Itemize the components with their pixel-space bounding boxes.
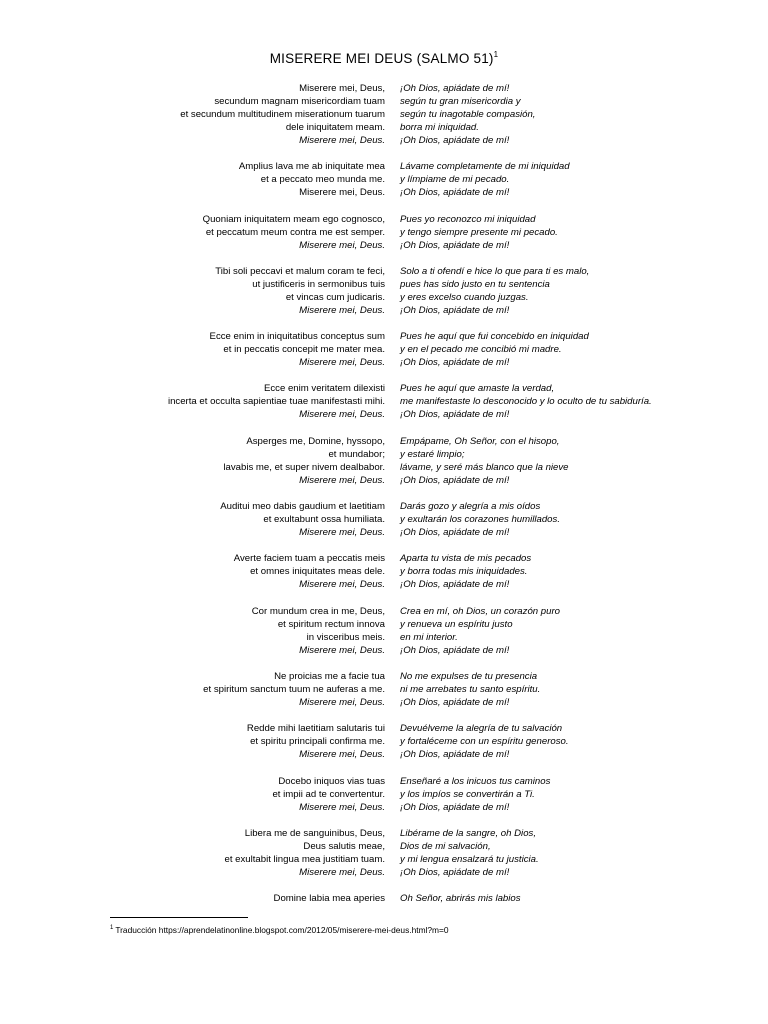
stanza [0,500,768,539]
latin-verse [0,265,385,317]
spanish-line: ¡Oh Dios, apiádate de mí! [400,801,510,813]
latin-line: Miserere mei, Deus. [299,409,385,421]
spanish-translation [400,265,760,317]
spanish-translation [400,382,760,421]
latin-line: Miserere mei, Deus. [299,239,385,251]
latin-line: Miserere mei, Deus. [299,749,385,761]
spanish-translation [400,330,760,369]
spanish-line: según tu gran misericordia y [400,96,521,107]
latin-line: et peccatum meum contra me est semper. [205,226,385,238]
stanza [0,552,768,591]
latin-line: Miserere mei, Deus. [299,357,385,369]
latin-verse [0,892,385,905]
spanish-line: pues has sido justo en tu sentencia [400,278,550,290]
spanish-line: ¡Oh Dios, apiádate de mí! [400,357,510,369]
latin-line: et in peccatis concepit me mater mea. [223,344,385,356]
latin-line: Ecce enim veritatem dilexisti [263,383,385,395]
latin-line: dele iniquitatem meam. [285,122,385,133]
latin-line: et spiritum rectum innova [277,618,385,630]
latin-line: et omnes iniquitates meas dele. [250,566,385,578]
spanish-line: y renueva un espíritu justo [400,618,513,630]
spanish-line: ¡Oh Dios, apiádate de mí! [400,187,510,199]
spanish-line: y los impíos se convertirán a Ti. [400,788,535,800]
spanish-line: Enseñaré a los inicuos tus caminos [400,775,551,787]
spanish-line: Darás gozo y alegría a mis oídos [400,501,541,513]
latin-line: Miserere mei, Deus. [299,527,385,539]
spanish-line: ¡Oh Dios, apiádate de mí! [400,644,510,656]
latin-verse [0,605,385,657]
stanza [0,82,768,147]
spanish-translation [400,82,760,147]
spanish-translation [400,827,760,879]
spanish-line: Pues he aquí que fui concebido en iniquidad [400,331,589,343]
spanish-translation [400,722,760,761]
footnote [110,925,449,935]
latin-line: et vincas cum judicaris. [285,291,385,303]
latin-line: Miserere mei, Deus. [299,579,385,591]
latin-line: in visceribus meis. [306,631,385,643]
latin-line: Miserere mei, Deus. [299,801,385,813]
spanish-line: ¡Oh Dios, apiádate de mí! [400,135,510,146]
spanish-line: ¡Oh Dios, apiádate de mí! [400,409,510,421]
latin-line: incerta et occulta sapientiae tuae manifestasti mihi. [167,396,385,408]
latin-line: lavabis me, et super nivem dealbabor. [223,461,385,473]
stanza [0,827,768,879]
latin-line: Asperges me, Domine, hyssopo, [246,435,385,447]
latin-line: Auditui meo dabis gaudium et laetitiam [220,501,385,513]
latin-line: Miserere mei, Deus. [299,304,385,316]
latin-line: Amplius lava me ab iniquitate mea [238,161,385,173]
latin-line: Miserere mei, Deus. [299,696,385,708]
spanish-line: ¡Oh Dios, apiádate de mí! [400,866,510,878]
latin-line: Averte faciem tuam a peccatis meis [233,553,385,565]
stanza [0,213,768,252]
spanish-line: y tengo siempre presente mi pecado. [400,226,558,238]
spanish-line: y mi lengua ensalzará tu justicia. [400,853,539,865]
spanish-line: y exultarán los corazones humillados. [400,514,560,526]
psalm-verses [0,82,768,905]
spanish-translation [400,892,760,905]
latin-line: Miserere mei, Deus, [299,83,385,94]
latin-line: et spiritum sanctum tuum ne auferas a me. [203,683,385,695]
spanish-line: ¡Oh Dios, apiádate de mí! [400,239,510,251]
latin-verse [0,160,385,199]
spanish-line: Solo a ti ofendí e hice lo que para ti es malo, [400,265,590,277]
spanish-line: y en el pecado me concibió mi madre. [400,344,562,356]
latin-line: Miserere mei, Deus. [299,135,385,146]
spanish-translation [400,500,760,539]
stanza [0,605,768,657]
spanish-line: Lávame completamente de mi iniquidad [400,161,570,173]
stanza [0,775,768,814]
spanish-translation [400,552,760,591]
latin-line: et mundabor; [328,448,385,460]
spanish-line: y eres excelso cuando juzgas. [400,291,529,303]
latin-line: et a peccato meo munda me. [260,174,385,186]
footnote-mark: 1 [110,925,114,931]
spanish-translation [400,775,760,814]
latin-line: et exultabit lingua mea justitiam tuam. [224,853,385,865]
latin-verse [0,670,385,709]
latin-line: Miserere mei, Deus. [299,644,385,656]
footnote-text[interactable]: Traducción https://aprendelatinonline.blogspot.com/2012/05/miserere-mei-deus.html?m=0 [115,925,449,935]
stanza [0,722,768,761]
page-title-text: MISERERE MEI DEUS (SALMO 51) [269,51,494,66]
latin-line: Domine labia mea aperies [273,893,385,905]
spanish-line: Crea en mí, oh Dios, un corazón puro [400,605,560,617]
latin-line: Libera me de sanguinibus, Deus, [244,827,385,839]
spanish-line: ¡Oh Dios, apiádate de mí! [400,474,510,486]
stanza [0,160,768,199]
spanish-line: Aparta tu vista de mis pecados [400,553,532,565]
spanish-line: Devuélveme la alegría de tu salvación [400,723,563,735]
spanish-line: y borra todas mis iniquidades. [400,566,528,578]
stanza [0,382,768,421]
latin-verse [0,500,385,539]
latin-verse [0,330,385,369]
spanish-line: Pues he aquí que amaste la verdad, [400,383,555,395]
latin-line: Ne proicias me a facie tua [274,670,385,682]
latin-line: secundum magnam misericordiam tuam [214,96,385,107]
spanish-line: Oh Señor, abrirás mis labios [400,893,521,905]
footnote-reference[interactable]: 1 [493,50,499,59]
latin-line: ut justificeris in sermonibus tuis [252,278,385,290]
spanish-line: me manifestaste lo desconocido y lo oculto de tu sabiduría. [400,396,652,408]
latin-verse [0,382,385,421]
latin-line: et spiritu principali confirma me. [250,736,385,748]
latin-line: Tibi soli peccavi et malum coram te feci, [215,265,385,277]
spanish-line: y fortaléceme con un espíritu generoso. [400,736,569,748]
footnote-divider [110,917,248,918]
spanish-line: ¡Oh Dios, apiádate de mí! [400,579,510,591]
spanish-line: en mi interior. [400,631,458,643]
page-title [0,50,768,66]
spanish-translation [400,435,760,487]
spanish-translation [400,670,760,709]
spanish-line: según tu inagotable compasión, [400,109,536,120]
latin-line: Cor mundum crea in me, Deus, [251,605,385,617]
spanish-line: ¡Oh Dios, apiádate de mí! [400,696,510,708]
spanish-line: ni me arrebates tu santo espíritu. [400,683,541,695]
spanish-line: Pues yo reconozco mi iniquidad [400,213,536,225]
latin-verse [0,82,385,147]
spanish-line: ¡Oh Dios, apiádate de mí! [400,304,510,316]
spanish-line: y estaré limpio; [400,448,465,460]
stanza [0,330,768,369]
latin-verse [0,213,385,252]
latin-line: Ecce enim in iniquitatibus conceptus sum [209,331,385,343]
spanish-line: Libérame de la sangre, oh Dios, [400,827,536,839]
latin-line: Miserere mei, Deus. [299,474,385,486]
latin-verse [0,552,385,591]
latin-line: et impii ad te convertentur. [272,788,385,800]
stanza [0,892,768,905]
spanish-line: borra mi iniquidad. [400,122,479,133]
latin-line: Miserere mei, Deus. [299,866,385,878]
stanza [0,435,768,487]
stanza [0,265,768,317]
latin-line: Deus salutis meae, [303,840,385,852]
latin-line: Docebo iniquos vias tuas [278,775,385,787]
spanish-line: Empápame, Oh Señor, con el hisopo, [400,435,560,447]
spanish-translation [400,605,760,657]
spanish-line: No me expulses de tu presencia [400,670,538,682]
spanish-translation [400,213,760,252]
latin-line: et secundum multitudinem miserationum tuarum [180,109,385,120]
latin-line: Miserere mei, Deus. [299,187,385,199]
spanish-line: ¡Oh Dios, apiádate de mí! [400,83,510,94]
spanish-line: lávame, y seré más blanco que la nieve [400,461,569,473]
stanza [0,670,768,709]
latin-verse [0,435,385,487]
latin-verse [0,775,385,814]
spanish-line: ¡Oh Dios, apiádate de mí! [400,527,510,539]
latin-verse [0,827,385,879]
spanish-line: ¡Oh Dios, apiádate de mí! [400,749,510,761]
latin-line: Redde mihi laetitiam salutaris tui [246,723,385,735]
latin-verse [0,722,385,761]
spanish-line: Dios de mi salvación, [400,840,491,852]
spanish-translation [400,160,760,199]
latin-line: Quoniam iniquitatem meam ego cognosco, [202,213,385,225]
spanish-line: y límpiame de mi pecado. [400,174,510,186]
latin-line: et exultabunt ossa humiliata. [263,514,385,526]
